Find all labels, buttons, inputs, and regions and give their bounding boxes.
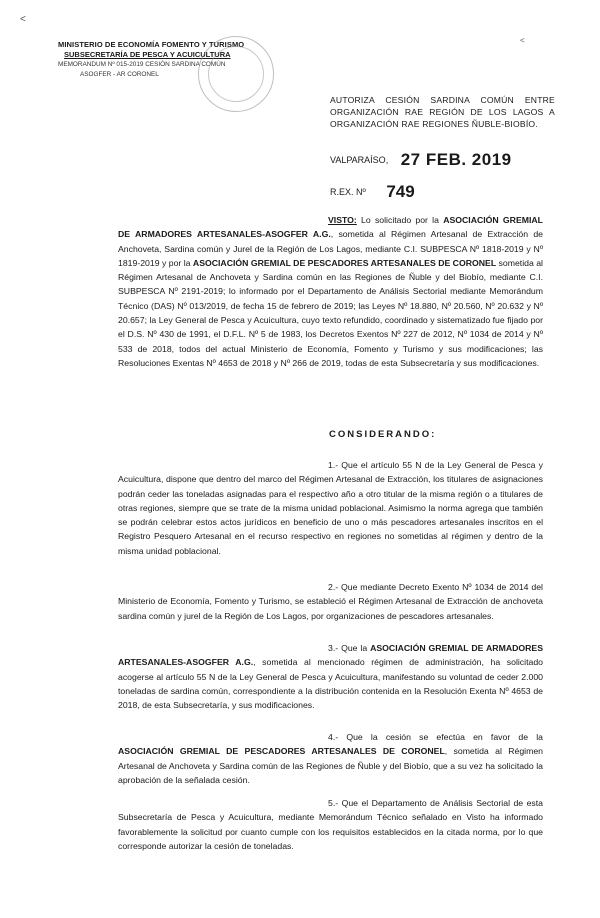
- considerando-number: 2.-: [328, 582, 339, 592]
- visto-label: VISTO:: [328, 215, 357, 225]
- date-stamp: 27 FEB. 2019: [400, 150, 512, 169]
- resolution-number-line: [330, 180, 415, 200]
- rex-label: R.EX. Nº: [330, 187, 366, 197]
- margin-mark-right: ˂: [520, 36, 525, 45]
- coronel-name: ASOCIACIÓN GREMIAL DE PESCADORES ARTESANALES DE CORONEL: [192, 257, 497, 268]
- asogfer-name: ASOCIACIÓN GREMIAL DE ARMADORES ARTESANALES-ASOGFER A.G.: [118, 215, 543, 240]
- memo-reference: MEMORANDUM Nº 015-2019 CESIÓN SARDINA COMÚN: [58, 61, 226, 68]
- place-date-line: [330, 148, 512, 168]
- subsecretaria-name: SUBSECRETARÍA DE PESCA Y ACUICULTURA: [64, 50, 231, 59]
- memo-reference-2: ASOGFER - AR CORONEL: [80, 71, 159, 78]
- coronel-name: ASOCIACIÓN GREMIAL DE PESCADORES ARTESANALES DE CORONEL: [118, 746, 445, 757]
- rex-number: 749: [386, 182, 415, 201]
- considerando-3: 3.- Que la ASOCIACIÓN GREMIAL DE ARMADORES ARTESANALES-ASOGFER A.G., sometida al mencionado régimen de administración, ha solicitado acogerse al artículo 55 N de la Ley General de Pesca y Acuicultura, manifestando su voluntad de ceder 2.000 toneladas de sardina común, correspondiente a la distribución contenida en la Resolución Exenta Nº 4653 de 2018, de esta Subsecretaría, y sus modificaciones.: [118, 643, 543, 711]
- resolution-title: AUTORIZA CESIÓN SARDINA COMÚN ENTRE ORGANIZACIÓN RAE REGIÓN DE LOS LAGOS A ORGANIZACIÓN RAE REGIONES ÑUBLE-BIOBÍO.: [330, 95, 555, 129]
- considerando-number: 3.-: [328, 643, 339, 653]
- place: VALPARAÍSO,: [330, 155, 389, 165]
- margin-mark: ˂: [20, 14, 26, 25]
- considerando-number: 1.-: [328, 460, 339, 470]
- considerando-2: 2.- Que mediante Decreto Exento Nº 1034 de 2014 del Ministerio de Economía, Fomento y Turismo, se estableció el Régimen Artesanal de Extracción de anchoveta sardina común y jurel de la Región de Los Lagos, por organizaciones de pescadores artesanales.: [118, 582, 543, 621]
- asogfer-name: ASOCIACIÓN GREMIAL DE ARMADORES ARTESANALES-ASOGFER A.G.: [118, 643, 543, 668]
- considerando-1: 1.- Que el artículo 55 N de la Ley General de Pesca y Acuicultura, dispone que dentro del marco del Régimen Artesanal de Extracción, los titulares de asignaciones podrán ceder las toneladas asignadas para el respectivo año a otro titular de la misma región o a titulares de otras regiones, siempre que se trate de la misma unidad poblacional. Asimismo la norma agrega que también se podrán celebrar estos actos jurídicos en beneficio de uno o más pescadores artesanales inscritos en el Registro Pesquero Artesanal en el recurso respectivo en regiones no sometidas al régimen y dentro de la misma unidad poblacional.: [118, 460, 543, 556]
- considerando-number: 5.-: [328, 798, 339, 808]
- considerando-5: 5.- Que el Departamento de Análisis Sectorial de esta Subsecretaría de Pesca y Acuicultura, mediante Memorándum Técnico señalado en Visto ha informado favorablemente la solicitud por cuanto cumple con los requisitos establecidos en la citada norma, por lo que corresponde autorizar la cesión de toneladas.: [118, 798, 543, 851]
- considerando-heading: CONSIDERANDO:: [329, 429, 437, 440]
- considerando-number: 4.-: [328, 732, 339, 742]
- visto-paragraph: VISTO: Lo solicitado por la ASOCIACIÓN GREMIAL DE ARMADORES ARTESANALES-ASOGFER A.G., sometida al Régimen Artesanal de Extracción de Anchoveta, Sardina común y Jurel de la Región de Los Lagos, mediante C.I. SUBPESCA Nº 1818-2019 y Nº 1819-2019 y por la ASOCIACIÓN GREMIAL DE PESCADORES ARTESANALES DE CORONEL sometida al Régimen Artesanal de Anchoveta y Sardina común en las Regiones de Ñuble y del Biobío, mediante C.I. SUBPESCA Nº 2191-2019; lo informado por el Departamento de Análisis Sectorial mediante Memorándum Técnico (DAS) Nº 013/2019, de fecha 15 de febrero de 2019; las Leyes Nº 18.880, Nº 20.560, Nº 20.632 y Nº 20.657; la Ley General de Pesca y Acuicultura, cuyo texto refundido, coordinado y sistematizado fue fijado por el D.S. Nº 430 de 1991, el D.F.L. Nº 5 de 1983, los Decretos Exentos Nº 227 de 2012, Nº 1034 de 2014 y Nº 533 de 2018, todos del actual Ministerio de Economía, Fomento y Turismo y sus modificaciones; las Resoluciones Exentas Nº 4653 de 2018 y Nº 266 de 2019, todas de esta Subsecretaría y sus modificaciones.: [118, 215, 543, 368]
- official-seal-stamp: [198, 36, 274, 112]
- considerando-4: 4.- Que la cesión se efectúa en favor de la ASOCIACIÓN GREMIAL DE PESCADORES ARTESANALES DE CORONEL, sometida al Régimen Artesanal de Anchoveta y Sardina común de las Regiones de Ñuble y del Biobío, que a su vez ha solicitado la aprobación de la señalada cesión.: [118, 732, 543, 785]
- ministry-name: MINISTERIO DE ECONOMÍA FOMENTO Y TURISMO: [58, 40, 245, 49]
